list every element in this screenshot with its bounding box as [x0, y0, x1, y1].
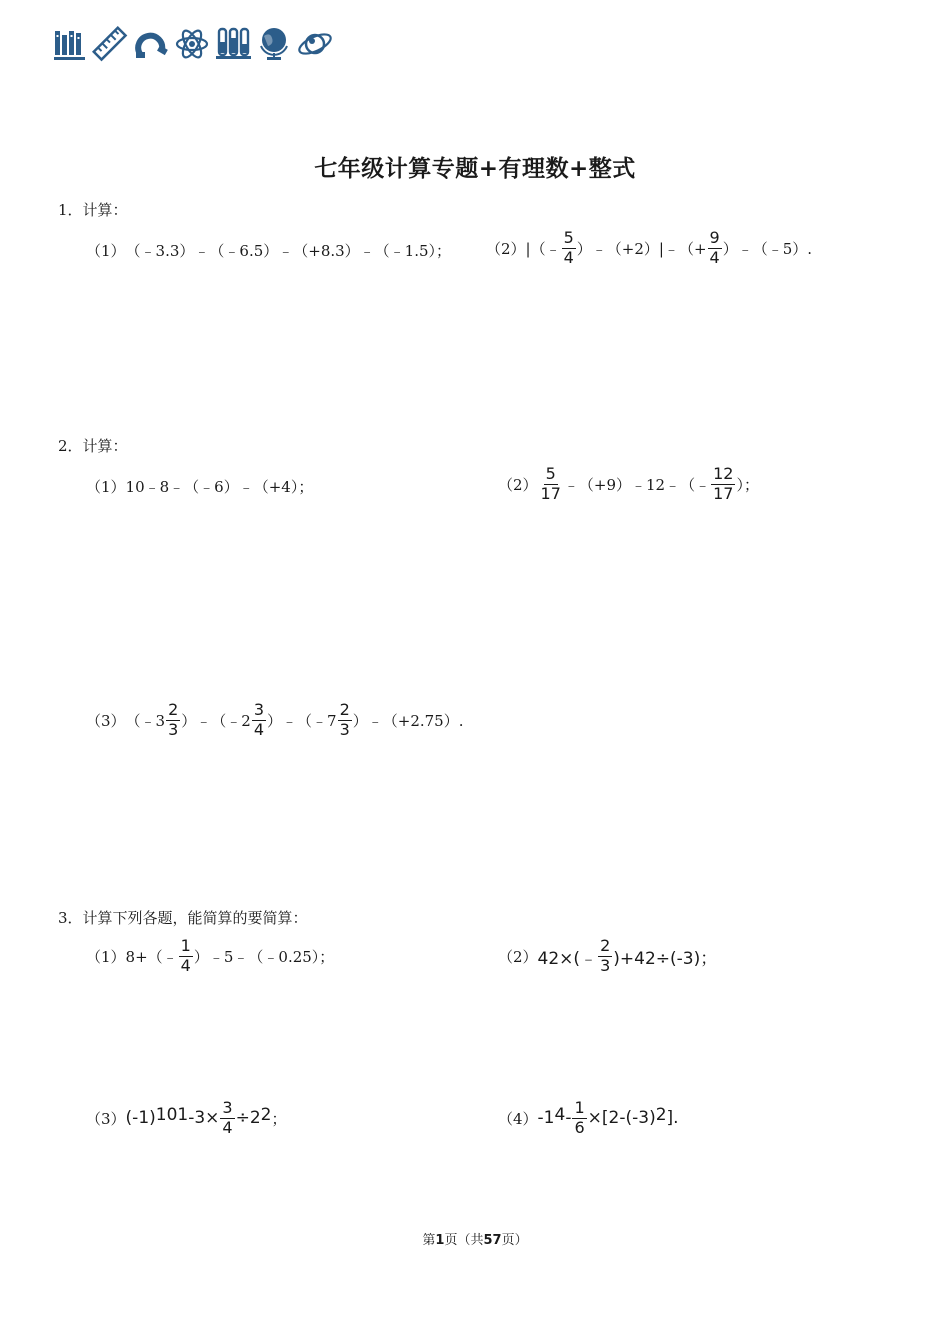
numerator: 2 — [339, 700, 350, 719]
books-icon — [54, 27, 86, 61]
part-label: （1） — [86, 478, 126, 496]
question-3-part-3 — [86, 1100, 287, 1137]
worksheet-title: 七年级计算专题+有理数+整式 — [314, 155, 636, 182]
expression-segment: ）﹣（+2.75）. — [352, 711, 464, 730]
part-label: （2） — [498, 947, 538, 966]
denominator: 4 — [222, 1117, 233, 1137]
denominator: 4 — [253, 719, 265, 739]
exponent: 2 — [260, 1105, 272, 1126]
denominator: 3 — [600, 955, 611, 975]
question-2-part-2 — [498, 466, 759, 503]
fraction — [179, 938, 193, 975]
denominator: 17 — [713, 483, 734, 503]
numerator: 5 — [545, 464, 556, 483]
question-1-part-2 — [486, 230, 812, 267]
question-3-part-4 — [498, 1100, 679, 1137]
expression-segment: ）﹣（﹣7 — [267, 711, 337, 730]
fraction — [572, 1100, 586, 1137]
expression-segment: ）﹣（+2）|﹣（+ — [576, 239, 707, 258]
question-1-part-1 — [86, 240, 451, 261]
question-3-heading: 3．计算下列各题，能简算的要简算： — [58, 909, 308, 927]
globe-icon — [258, 26, 290, 62]
footer-middle: 页（共 — [444, 1233, 484, 1248]
denominator: 3 — [168, 719, 179, 739]
part-label: （3） — [86, 1109, 126, 1128]
expression-segment: ）； — [736, 475, 759, 494]
part-label: （3） — [86, 711, 126, 730]
expression-segment: ÷2 — [235, 1108, 261, 1129]
fraction — [562, 230, 576, 267]
expression-segment: -1 — [537, 1108, 555, 1129]
fraction — [598, 938, 612, 975]
denominator: 4 — [180, 955, 191, 975]
fraction — [220, 1100, 234, 1137]
question-1-heading: 1．计算： — [58, 201, 128, 219]
numerator: 9 — [709, 228, 720, 247]
question-2-part-3 — [86, 702, 464, 739]
question-3-part-2 — [498, 938, 717, 975]
part-label: （2） — [498, 475, 538, 494]
denominator: 4 — [563, 247, 574, 267]
exponent: 101 — [155, 1105, 189, 1126]
numerator: 2 — [600, 936, 611, 955]
denominator: 6 — [574, 1117, 585, 1137]
part-label: （1） — [86, 947, 126, 966]
ruler-icon — [92, 26, 128, 62]
header-logo-strip — [54, 26, 334, 62]
exponent: 4 — [554, 1105, 566, 1126]
numerator: 1 — [180, 936, 191, 955]
fraction — [539, 466, 563, 503]
numerator: 1 — [574, 1098, 585, 1117]
expression-segment: ]. — [666, 1108, 679, 1129]
denominator: 3 — [339, 719, 350, 739]
expression-segment: ； — [271, 1109, 287, 1128]
expression-segment: ×[2-(-3) — [587, 1108, 656, 1129]
fraction — [708, 230, 722, 267]
expression-segment: - — [565, 1108, 572, 1129]
numerator: 12 — [713, 464, 734, 483]
expression-segment: )+42÷(-3)； — [613, 948, 718, 969]
question-3-part-1 — [86, 938, 334, 975]
atom-icon — [174, 26, 210, 62]
expression-segment: （﹣3 — [125, 711, 166, 730]
fraction — [252, 702, 266, 739]
part-label: （4） — [498, 1109, 538, 1128]
planet-icon — [296, 26, 334, 62]
question-2-part-1 — [86, 476, 313, 497]
fraction — [166, 702, 180, 739]
expression-segment: 42×(﹣ — [537, 948, 598, 969]
expression-segment: ）﹣5﹣（﹣0.25）； — [193, 947, 335, 966]
expression-segment: (-1) — [125, 1108, 156, 1129]
part-label: （2） — [486, 239, 526, 258]
footer-suffix: 页） — [501, 1233, 528, 1248]
expression: （﹣3.3）﹣（﹣6.5）﹣（+8.3）﹣（﹣1.5）； — [125, 242, 452, 260]
footer-prefix: 第 — [422, 1233, 436, 1248]
total-pages: 57 — [483, 1233, 502, 1248]
fraction — [711, 466, 735, 503]
expression-segment: 8+（﹣ — [125, 947, 178, 966]
expression-segment: ）﹣（﹣2 — [181, 711, 251, 730]
numerator: 3 — [222, 1098, 233, 1117]
expression-segment: ）﹣（﹣5）. — [722, 239, 813, 258]
denominator: 4 — [709, 247, 720, 267]
question-2-heading: 2．计算： — [58, 437, 128, 455]
exponent: 2 — [655, 1105, 667, 1126]
page-number: 1 — [435, 1233, 445, 1248]
numerator: 3 — [253, 700, 265, 719]
magnet-icon — [134, 26, 168, 62]
denominator: 17 — [540, 483, 561, 503]
expression-segment: -3× — [188, 1108, 220, 1129]
test-tubes-icon — [216, 26, 252, 62]
page-footer — [0, 1229, 950, 1248]
numerator: 5 — [563, 228, 574, 247]
part-label: （1） — [86, 242, 126, 260]
expression-segment: ﹣（+9）﹣12﹣（﹣ — [563, 475, 711, 494]
expression-segment: |（﹣ — [525, 239, 561, 258]
expression: 10﹣8﹣（﹣6）﹣（+4）； — [125, 478, 314, 496]
fraction — [338, 702, 352, 739]
numerator: 2 — [168, 700, 179, 719]
